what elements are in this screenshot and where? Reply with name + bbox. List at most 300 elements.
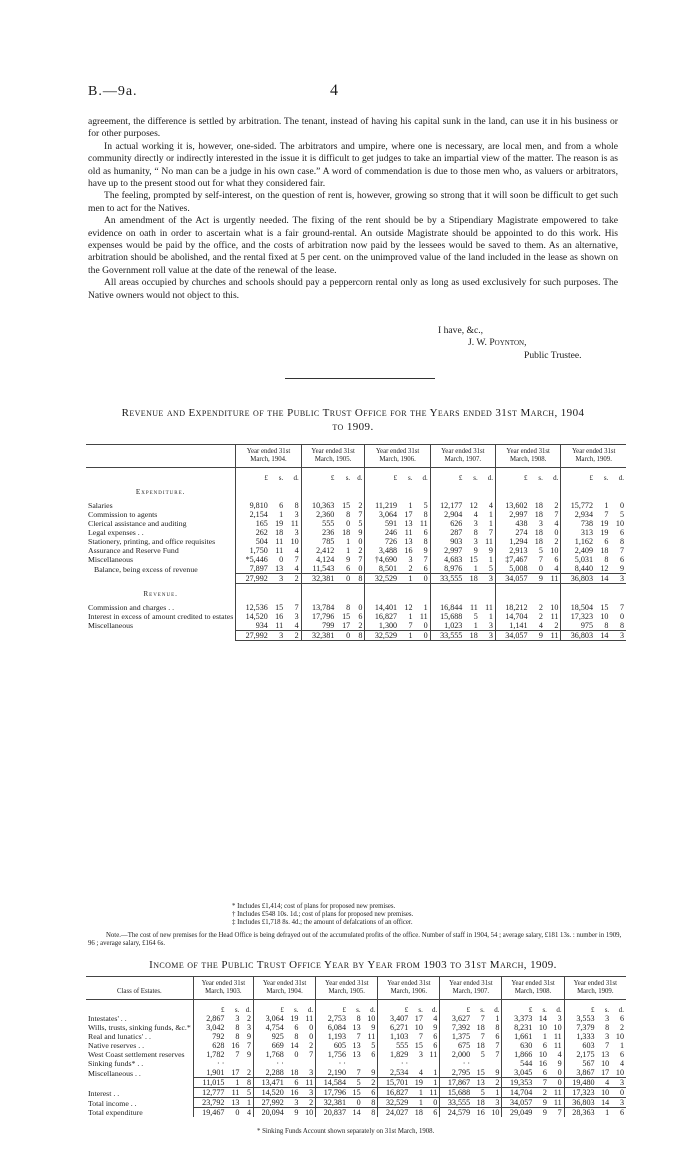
value-d: 7 <box>246 1041 251 1050</box>
value-s: 15 <box>476 1068 485 1077</box>
value-l: 630 <box>502 1041 534 1050</box>
value-d: 1 <box>425 1078 440 1088</box>
value-s: 14 <box>538 1014 547 1023</box>
total-s: 18 <box>464 630 479 640</box>
value-s: 13 <box>472 1078 487 1088</box>
value-l: 9,810 <box>236 501 270 510</box>
value-s: 11 <box>404 528 413 537</box>
total-expenditure-row <box>86 1108 626 1118</box>
row-label: Commission and charges . . <box>88 602 175 612</box>
value-s: 5 <box>473 611 478 621</box>
value-l: 6,084 <box>316 1023 348 1032</box>
value-l: 4,754 <box>253 1023 285 1032</box>
value-l: 17,796 <box>301 612 336 621</box>
value-l: 15,688 <box>440 1088 472 1098</box>
value-d: 1 <box>488 611 493 621</box>
value-d: 6 <box>423 528 428 537</box>
value-d: 2 <box>300 1098 315 1108</box>
column-header: Year ended 31st March, 1905. <box>301 445 365 468</box>
value-l: 504 <box>236 537 270 546</box>
value-l: 669 <box>253 1041 285 1050</box>
currency-unit: d. <box>618 474 624 482</box>
value-d: 11 <box>553 1032 562 1041</box>
value-d: 8 <box>619 620 624 630</box>
table-row <box>86 1068 626 1078</box>
value-d: 0 <box>619 1088 624 1097</box>
currency-unit: s. <box>293 1006 299 1014</box>
row-label <box>86 528 236 537</box>
value-s: 2 <box>542 1088 547 1097</box>
value-l: 1,756 <box>316 1050 348 1059</box>
value-d: 5 <box>488 564 493 573</box>
row-label-text: Salaries <box>88 501 113 510</box>
row-label: Miscellaneous <box>88 621 134 630</box>
value-l: 3,373 <box>502 1014 534 1023</box>
header-row <box>86 977 626 1000</box>
value-d: 2 <box>246 1014 251 1023</box>
value-s: 10 <box>414 1023 423 1032</box>
value-s: 2 <box>538 602 543 612</box>
value-s: 1 <box>226 1078 241 1088</box>
value-s: 6 <box>279 501 284 510</box>
row-label: Interest in excess of amount credited to estates <box>88 611 234 621</box>
value-s: 13 <box>352 1041 361 1050</box>
value-l: · · <box>193 1059 226 1068</box>
paragraph: In actual working it is, however, one-sided. The arbitrators and umpire, where one is necessary, are local men, and from a whole community directly or indirectly interested in the issue it is difficult to get judges to take an impartial view of the matter. The reason is as old as humanity, “ No man can be a judge in his own case.” A word of commendation is due to those men who, as valuers or arbitrators, have up to the present stood out for what they considered fair. <box>88 140 618 190</box>
value-d: 0 <box>358 537 363 546</box>
value-s: 18 <box>476 1041 485 1050</box>
value-d: 2 <box>487 1078 502 1088</box>
value-d: 10 <box>305 1108 314 1117</box>
currency-unit: £ <box>378 1000 410 1015</box>
value-l: 32,529 <box>378 1098 410 1108</box>
value-l: 12,177 <box>430 501 464 510</box>
value-d: 8 <box>619 537 624 546</box>
value-d: 8 <box>371 1108 376 1117</box>
value-l: 36,803 <box>564 1098 596 1108</box>
value-l: 34,057 <box>502 1098 534 1108</box>
section-divider <box>285 378 435 379</box>
value-s: 6 <box>286 1078 301 1088</box>
value-l: 6,271 <box>378 1023 410 1032</box>
total-s: 9 <box>530 574 545 584</box>
value-s: 1 <box>542 1032 547 1041</box>
total-s: 14 <box>595 630 610 640</box>
value-l: 14,520 <box>236 612 270 621</box>
currency-row <box>86 1000 626 1015</box>
value-s: 9 <box>346 555 351 564</box>
value-l: 726 <box>365 537 399 546</box>
value-s: 1 <box>410 1098 425 1108</box>
value-d: 6 <box>619 528 624 537</box>
value-l: 792 <box>193 1032 226 1041</box>
empty-cell <box>464 482 479 501</box>
value-s: 15 <box>352 1088 361 1097</box>
total-d: 3 <box>480 630 496 640</box>
value-d: 3 <box>294 510 299 519</box>
total-d: 11 <box>545 630 561 640</box>
currency-unit: d. <box>293 474 299 482</box>
value-l: 1,375 <box>440 1032 472 1041</box>
total-l: 33,555 <box>430 574 464 584</box>
table-row <box>86 519 626 528</box>
currency-unit: s. <box>480 1006 485 1014</box>
currency-unit: s. <box>538 474 543 482</box>
value-d: 1 <box>495 1014 500 1023</box>
column-header: Year ended 31st March, 1906. <box>378 977 440 1000</box>
value-s: 12 <box>404 602 413 612</box>
value-s: 0 <box>294 1050 299 1059</box>
total-l: 33,555 <box>430 630 464 640</box>
value-d: 1 <box>619 1041 624 1050</box>
currency-unit: £ <box>193 1000 226 1015</box>
value-l: 3,042 <box>193 1023 226 1032</box>
value-l: 4,683 <box>430 555 464 564</box>
table-row <box>86 1032 626 1041</box>
currency-unit: s. <box>604 1006 610 1014</box>
value-d: 0 <box>358 564 363 573</box>
total-s: 0 <box>336 630 352 640</box>
currency-unit: s. <box>473 474 478 482</box>
currency-unit: d. <box>487 474 493 482</box>
value-l: 2,534 <box>378 1068 410 1078</box>
empty-cell <box>236 584 270 603</box>
value-d: 4 <box>294 620 299 630</box>
value-d: 9 <box>358 528 363 537</box>
table1-note: Note.—The cost of new premises for the Head Office is being defrayed out of the accumulated profits of the office. Number of staff in 1904, 54 ; average salary, £181 13s. : number in 1909, 96 ; average salary, £164 6s. <box>88 932 622 948</box>
value-d: 0 <box>554 528 559 537</box>
value-s: 15 <box>342 501 351 510</box>
total-d: 3 <box>610 630 626 640</box>
value-l: 19,467 <box>193 1108 226 1118</box>
value-s: 12 <box>469 501 478 510</box>
value-s: 11 <box>275 620 284 630</box>
value-s: 17 <box>404 510 413 519</box>
value-s: 15 <box>469 555 478 564</box>
currency-unit: s. <box>345 474 351 482</box>
header-row <box>86 445 626 468</box>
label-header <box>86 445 236 468</box>
value-l: 605 <box>316 1041 348 1050</box>
table1-title-line1: Revenue and Expenditure of the Public Trust Office for the Years ended 31st March, 1904 <box>121 407 585 419</box>
currency-unit: £ <box>430 468 464 483</box>
currency-unit: d. <box>307 1006 314 1014</box>
value-d: 6 <box>433 1041 438 1050</box>
value-s <box>286 1059 301 1068</box>
value-s: 17 <box>601 1068 610 1077</box>
column-header: Year ended 31st March, 1906. <box>365 445 430 468</box>
currency-unit: s. <box>542 1006 547 1014</box>
value-d: 4 <box>294 546 299 555</box>
value-s: 18 <box>476 1023 485 1032</box>
value-s: 1 <box>605 1108 610 1117</box>
value-l: 544 <box>502 1059 534 1068</box>
value-l: †4,690 <box>365 555 399 564</box>
value-d: 1 <box>488 510 493 519</box>
table-row <box>86 1041 626 1050</box>
currency-unit: £ <box>301 468 336 483</box>
value-l: 2,288 <box>253 1068 285 1078</box>
empty-cell <box>399 584 414 603</box>
row-label <box>86 555 236 564</box>
total-d: 8 <box>352 630 365 640</box>
value-s: 10 <box>601 1088 610 1097</box>
value-l: 15,688 <box>430 612 464 621</box>
row-label-text: Balance, being excess of revenue <box>94 564 198 574</box>
currency-unit: s. <box>418 1006 423 1014</box>
value-s: 1 <box>408 501 413 510</box>
value-d: 9 <box>371 1068 376 1077</box>
value-s: 8 <box>605 1023 610 1032</box>
value-s: 8 <box>346 602 351 612</box>
total-l: 32,529 <box>365 574 399 584</box>
value-l: 3,553 <box>564 1014 596 1023</box>
paragraph: All areas occupied by churches and schools should pay a peppercorn rental only as long as used exclusively for such purposes. The Native owners would not object to this. <box>88 277 618 301</box>
value-s: 10 <box>600 611 609 621</box>
value-d: 8 <box>423 510 428 519</box>
value-d: 4 <box>557 1050 562 1059</box>
value-l: 29,049 <box>502 1108 534 1118</box>
value-l: 925 <box>253 1032 285 1041</box>
value-l: 12,777 <box>193 1088 226 1098</box>
empty-cell <box>415 482 431 501</box>
footnote: ‡ Includes £1,718 8s. 4d.; the amount of defalcations of an officer. <box>232 919 413 927</box>
value-l: 14,401 <box>365 603 399 612</box>
empty-cell <box>480 584 496 603</box>
total-d: 11 <box>545 574 561 584</box>
value-s <box>226 1059 241 1068</box>
value-l: 3,407 <box>378 1014 410 1023</box>
empty-cell <box>530 482 545 501</box>
value-d: 2 <box>358 620 363 630</box>
row-label-text: Assurance and Reserve Fund <box>88 546 179 555</box>
value-d: 4 <box>488 501 493 510</box>
value-d: 8 <box>495 1023 500 1032</box>
value-s: 8 <box>235 1032 240 1041</box>
value-l: 1,768 <box>253 1050 285 1059</box>
table-row <box>86 1059 626 1068</box>
value-s: 16 <box>231 1041 240 1050</box>
value-s: 7 <box>408 620 413 630</box>
total-d: 2 <box>285 574 301 584</box>
currency-unit: d. <box>245 1006 251 1014</box>
currency-unit: d. <box>494 1006 500 1014</box>
footnote: * Includes £1,414; cost of plans for proposed new premises. <box>232 903 396 910</box>
value-d: 0 <box>309 1032 314 1041</box>
total-s: 0 <box>336 574 352 584</box>
total-s: 1 <box>399 630 414 640</box>
value-l: 7,897 <box>236 564 270 574</box>
value-s: 19 <box>290 1014 299 1023</box>
empty-cell <box>561 482 595 501</box>
empty-cell <box>530 584 545 603</box>
value-s: 7 <box>480 1014 485 1023</box>
value-l: 14,704 <box>502 1088 534 1098</box>
column-header: Year ended 31st March, 1909. <box>561 445 626 468</box>
value-s: 1 <box>346 546 351 555</box>
currency-unit: s. <box>356 1006 361 1014</box>
value-l: 3,045 <box>502 1068 534 1078</box>
spacer <box>86 1000 193 1015</box>
value-s: 19 <box>600 519 609 528</box>
empty-cell <box>610 482 626 501</box>
empty-cell <box>399 482 414 501</box>
class-of-estates-header: Class of Estates. <box>86 977 193 1000</box>
value-s: 5 <box>348 1078 363 1088</box>
value-l: 1,103 <box>378 1032 410 1041</box>
value-l: 7,392 <box>440 1023 472 1032</box>
value-l: 675 <box>440 1041 472 1050</box>
value-l: 24,579 <box>440 1108 472 1118</box>
value-s: 3 <box>473 519 478 528</box>
value-d: 4 <box>619 1059 624 1068</box>
value-s: 4 <box>418 1068 423 1077</box>
value-d: 5 <box>246 1088 251 1097</box>
value-s: 3 <box>538 519 543 528</box>
value-s: 4 <box>597 1078 612 1088</box>
value-d: 2 <box>554 620 559 630</box>
value-l: 785 <box>301 537 336 546</box>
column-header: Year ended 31st March, 1903. <box>193 977 253 1000</box>
value-s: 8 <box>294 1032 299 1041</box>
currency-unit: s. <box>408 474 413 482</box>
value-l: 1,294 <box>495 537 529 546</box>
empty-cell <box>301 584 336 603</box>
empty-cell <box>495 584 529 603</box>
empty-cell <box>430 482 464 501</box>
value-l: 1,829 <box>378 1050 410 1059</box>
value-d: 3 <box>488 620 493 630</box>
total-s: 3 <box>270 630 285 640</box>
value-d: 4 <box>294 564 299 573</box>
total-s: 3 <box>270 574 285 584</box>
total-l: 34,057 <box>495 630 529 640</box>
row-label-text: Clerical assistance and auditing <box>88 519 187 528</box>
value-d: 7 <box>495 1041 500 1050</box>
section-row <box>86 584 626 603</box>
value-s: 8 <box>604 555 609 564</box>
value-l: 567 <box>564 1059 596 1068</box>
value-d: 2 <box>246 1068 251 1077</box>
total-l: 27,992 <box>236 630 270 640</box>
value-s: 18 <box>275 528 284 537</box>
value-d <box>300 1059 315 1068</box>
value-s: 10 <box>538 1023 547 1032</box>
value-s <box>472 1059 487 1068</box>
value-l: 2,934 <box>561 510 595 519</box>
value-s: 17 <box>414 1014 423 1023</box>
empty-cell <box>236 482 270 501</box>
value-d: 10 <box>367 1014 376 1023</box>
value-d: 11 <box>553 1041 562 1050</box>
value-d: 11 <box>419 519 428 528</box>
value-s: 9 <box>542 1108 547 1117</box>
value-l: · · <box>378 1059 410 1068</box>
value-s: 15 <box>275 602 284 612</box>
table-row <box>86 603 626 612</box>
table-row <box>86 510 626 519</box>
row-label: Native reserves . . <box>88 1041 145 1050</box>
value-s: 1 <box>604 501 609 510</box>
value-s: 6 <box>604 537 609 546</box>
value-s: 13 <box>404 519 413 528</box>
value-d: 7 <box>495 1050 500 1059</box>
value-l: 20,094 <box>253 1108 285 1118</box>
row-label: Miscellaneous . . <box>88 1068 141 1078</box>
value-s: 2 <box>408 564 413 573</box>
currency-unit: £ <box>440 1000 472 1015</box>
table1-title <box>88 406 618 434</box>
value-d: 2 <box>358 546 363 555</box>
value-d: 3 <box>294 528 299 537</box>
value-d: 9 <box>557 1059 562 1068</box>
value-s: 7 <box>356 1068 361 1077</box>
value-s: 1 <box>473 564 478 573</box>
value-l: · · <box>316 1059 348 1068</box>
empty-cell <box>595 482 610 501</box>
value-d: 3 <box>309 1088 314 1097</box>
row-label-text: Miscellaneous <box>88 555 134 564</box>
value-l: 1,333 <box>564 1032 596 1041</box>
total-l: 34,057 <box>495 574 529 584</box>
total-l: 32,529 <box>365 630 399 640</box>
value-d <box>363 1059 378 1068</box>
value-s: 1 <box>418 1088 423 1097</box>
value-s: 14 <box>597 1098 612 1108</box>
value-s: 13 <box>352 1023 361 1032</box>
table2-footnote: * Sinking Funds Account shown separately on 31st March, 1908. <box>257 1128 435 1135</box>
page-number: 4 <box>330 82 338 99</box>
total-d: 3 <box>480 574 496 584</box>
value-l: 799 <box>301 621 336 631</box>
value-s: 7 <box>605 1041 610 1050</box>
value-d: 9 <box>371 1023 376 1032</box>
value-d: 10 <box>550 546 559 555</box>
value-l: 1,866 <box>502 1050 534 1059</box>
column-header: Year ended 31st March, 1908. <box>495 445 560 468</box>
value-l: 15,701 <box>378 1078 410 1088</box>
row-label: Wills, trusts, sinking funds, &c.* <box>88 1023 191 1032</box>
value-d: 3 <box>611 1098 626 1108</box>
value-l: · · <box>253 1059 285 1068</box>
value-s: 8 <box>356 1014 361 1023</box>
value-l: 2,913 <box>495 546 529 555</box>
value-s: 16 <box>290 1088 299 1097</box>
value-d: 0 <box>425 1098 440 1108</box>
value-l: 11,219 <box>365 501 399 510</box>
footnote: † Includes £548 10s. 1d.; cost of plans for proposed new premises. <box>232 911 414 919</box>
value-s: 13 <box>226 1098 241 1108</box>
expenditure-heading: Expenditure. <box>135 488 186 496</box>
value-d: 4 <box>554 564 559 573</box>
table-row <box>86 528 626 537</box>
value-d: 1 <box>423 602 428 612</box>
total-row <box>86 574 626 584</box>
value-s: 7 <box>604 510 609 519</box>
table-row <box>86 546 626 555</box>
currency-unit: £ <box>502 1000 534 1015</box>
value-s: 18 <box>342 528 351 537</box>
value-l: 17,323 <box>561 612 595 621</box>
value-l: 274 <box>495 528 529 537</box>
value-l: 14,584 <box>316 1078 348 1088</box>
empty-cell <box>610 584 626 603</box>
signature-name: J. W. Poynton, <box>468 337 527 348</box>
value-l: 28,363 <box>564 1108 596 1118</box>
value-l: 2,190 <box>316 1068 348 1078</box>
value-d: 0 <box>549 1078 564 1088</box>
value-d: 7 <box>294 602 299 612</box>
